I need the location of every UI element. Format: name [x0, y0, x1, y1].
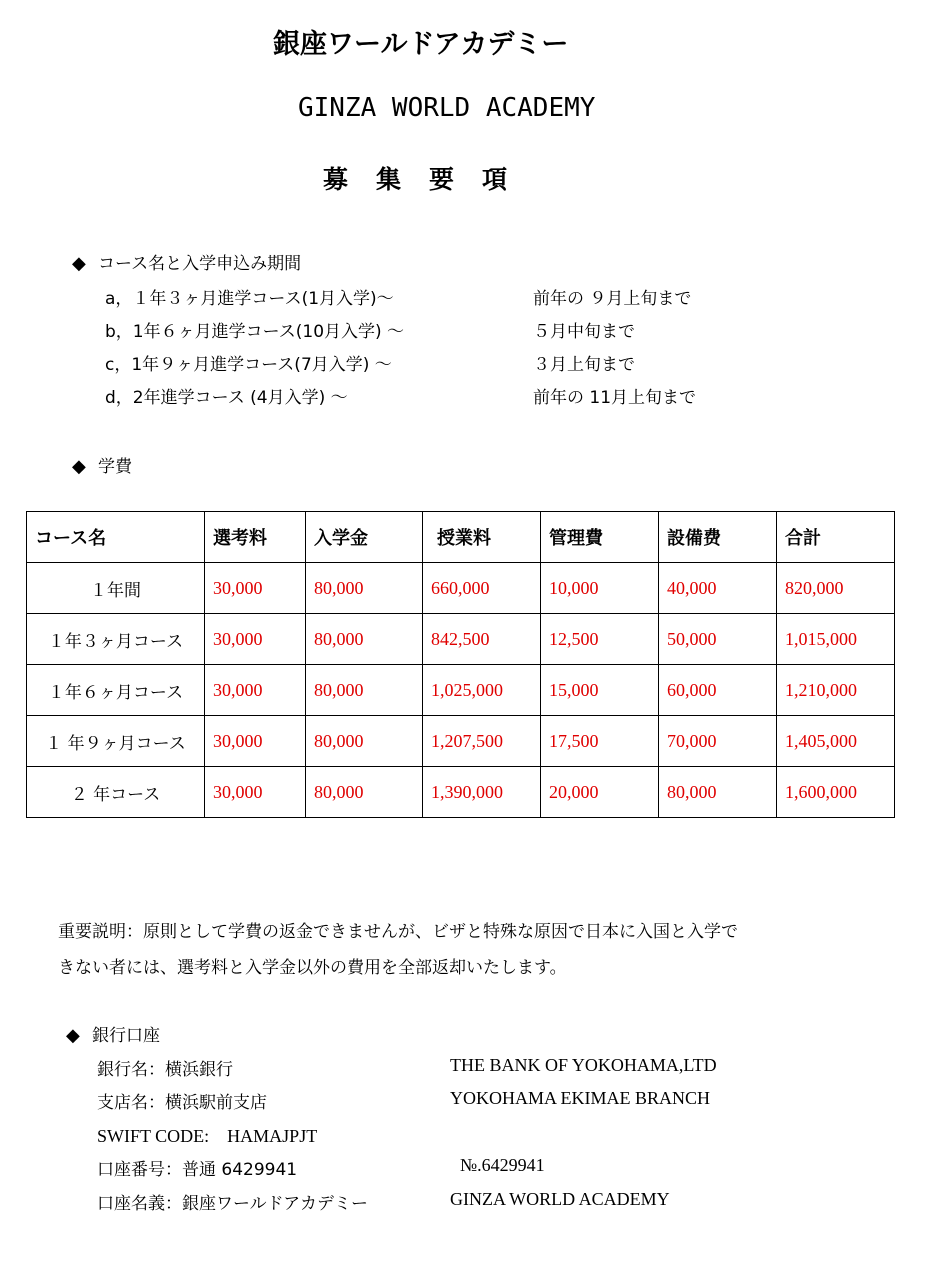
fees-heading-text: 学費 — [98, 457, 132, 477]
fee-cell: 80,000 — [306, 665, 423, 716]
fee-cell: 17,500 — [541, 716, 659, 767]
course-item-deadline: 前年の ９月上旬まで — [533, 289, 692, 309]
branch-name-jp: 支店名：横浜駅前支店 — [97, 1093, 267, 1113]
course-item-deadline: ５月中旬まで — [533, 322, 635, 342]
subtitle-char: 集 — [376, 165, 402, 194]
diamond-bullet-icon: ◆ — [72, 253, 86, 274]
course-item-label: d，2年進学コース (4月入学) ～ — [105, 388, 348, 408]
table-row — [27, 614, 895, 665]
fee-cell: 1,025,000 — [423, 665, 541, 716]
subtitle-char: 募 — [323, 165, 349, 194]
total-cell: 1,015,000 — [777, 614, 895, 665]
fee-cell: 40,000 — [659, 563, 777, 614]
header-facility-fee: 設備费 — [659, 512, 777, 563]
header-course-name: コース名 — [27, 512, 205, 563]
fee-cell: 1,207,500 — [423, 716, 541, 767]
course-name-cell: ２ 年コース — [27, 767, 205, 818]
fee-cell: 80,000 — [659, 767, 777, 818]
fee-cell: 10,000 — [541, 563, 659, 614]
courses-heading — [72, 249, 301, 274]
branch-name-en: YOKOHAMA EKIMAE BRANCH — [450, 1088, 711, 1108]
refund-note — [58, 914, 878, 986]
fee-cell: 12,500 — [541, 614, 659, 665]
fee-cell: 70,000 — [659, 716, 777, 767]
table-row — [27, 716, 895, 767]
course-item-deadline: ３月上旬まで — [533, 355, 635, 375]
fee-cell: 80,000 — [306, 614, 423, 665]
table-row — [27, 767, 895, 818]
fee-cell: 50,000 — [659, 614, 777, 665]
course-item-label: c，1年９ヶ月進学コース(7月入学) ～ — [105, 355, 392, 375]
total-cell: 820,000 — [777, 563, 895, 614]
fee-cell: 30,000 — [205, 665, 306, 716]
fee-table — [26, 511, 895, 818]
course-name-cell: １年３ヶ月コース — [27, 614, 205, 665]
swift-code: SWIFT CODE: HAMAJPJT — [97, 1126, 318, 1146]
course-item-label: b，1年６ヶ月進学コース(10月入学) ～ — [105, 322, 405, 342]
course-item-deadline: 前年の 11月上旬まで — [533, 388, 697, 408]
subtitle-char: 項 — [482, 165, 508, 194]
fee-cell: 20,000 — [541, 767, 659, 818]
fee-cell: 660,000 — [423, 563, 541, 614]
fee-cell: 80,000 — [306, 716, 423, 767]
course-item-label: a，１年３ヶ月進学コース(1月入学)～ — [105, 289, 394, 309]
fee-cell: 842,500 — [423, 614, 541, 665]
account-number-en: №.6429941 — [460, 1155, 545, 1175]
bank-name-jp: 銀行名：横浜銀行 — [97, 1060, 233, 1080]
fee-cell: 80,000 — [306, 767, 423, 818]
total-cell: 1,600,000 — [777, 767, 895, 818]
fee-cell: 60,000 — [659, 665, 777, 716]
bank-heading-text: 銀行口座 — [92, 1026, 160, 1046]
total-cell: 1,210,000 — [777, 665, 895, 716]
course-name-cell: １年６ヶ月コース — [27, 665, 205, 716]
fees-heading — [72, 452, 132, 477]
account-holder-en: GINZA WORLD ACADEMY — [450, 1189, 670, 1209]
fee-cell: 30,000 — [205, 716, 306, 767]
subtitle-recruitment-guidelines — [323, 160, 535, 196]
subtitle-char: 要 — [429, 165, 455, 194]
fee-cell: 30,000 — [205, 767, 306, 818]
bank-heading — [66, 1021, 160, 1046]
course-name-cell: １ 年９ヶ月コース — [27, 716, 205, 767]
refund-note-line: きない者には、選考料と入学金以外の費用を全部返却いたします。 — [58, 958, 567, 978]
courses-heading-text: コース名と入学申込み期間 — [98, 254, 302, 274]
fee-cell: 30,000 — [205, 563, 306, 614]
course-name-cell: １年間 — [27, 563, 205, 614]
fee-cell: 30,000 — [205, 614, 306, 665]
header-tuition: 授業料 — [423, 512, 541, 563]
header-admission-fee: 入学金 — [306, 512, 423, 563]
bank-name-en: THE BANK OF YOKOHAMA,LTD — [450, 1055, 717, 1075]
title-english: GINZA WORLD ACADEMY — [298, 93, 596, 123]
diamond-bullet-icon: ◆ — [66, 1025, 80, 1046]
header-management-fee: 管理費 — [541, 512, 659, 563]
header-screening-fee: 選考料 — [205, 512, 306, 563]
account-holder-jp: 口座名義：銀座ワールドアカデミー — [97, 1194, 368, 1214]
account-number-jp: 口座番号：普通 6429941 — [97, 1160, 298, 1180]
title-japanese: 銀座ワールドアカデミー — [273, 29, 569, 60]
table-row — [27, 665, 895, 716]
fee-cell: 1,390,000 — [423, 767, 541, 818]
diamond-bullet-icon: ◆ — [72, 456, 86, 477]
fee-cell: 15,000 — [541, 665, 659, 716]
total-cell: 1,405,000 — [777, 716, 895, 767]
fee-cell: 80,000 — [306, 563, 423, 614]
header-total: 合計 — [777, 512, 895, 563]
refund-note-line: 重要説明：原則として学費の返金できませんが、ビザと特殊な原因で日本に入国と入学で — [58, 922, 738, 942]
table-header-row — [27, 512, 895, 563]
table-row — [27, 563, 895, 614]
